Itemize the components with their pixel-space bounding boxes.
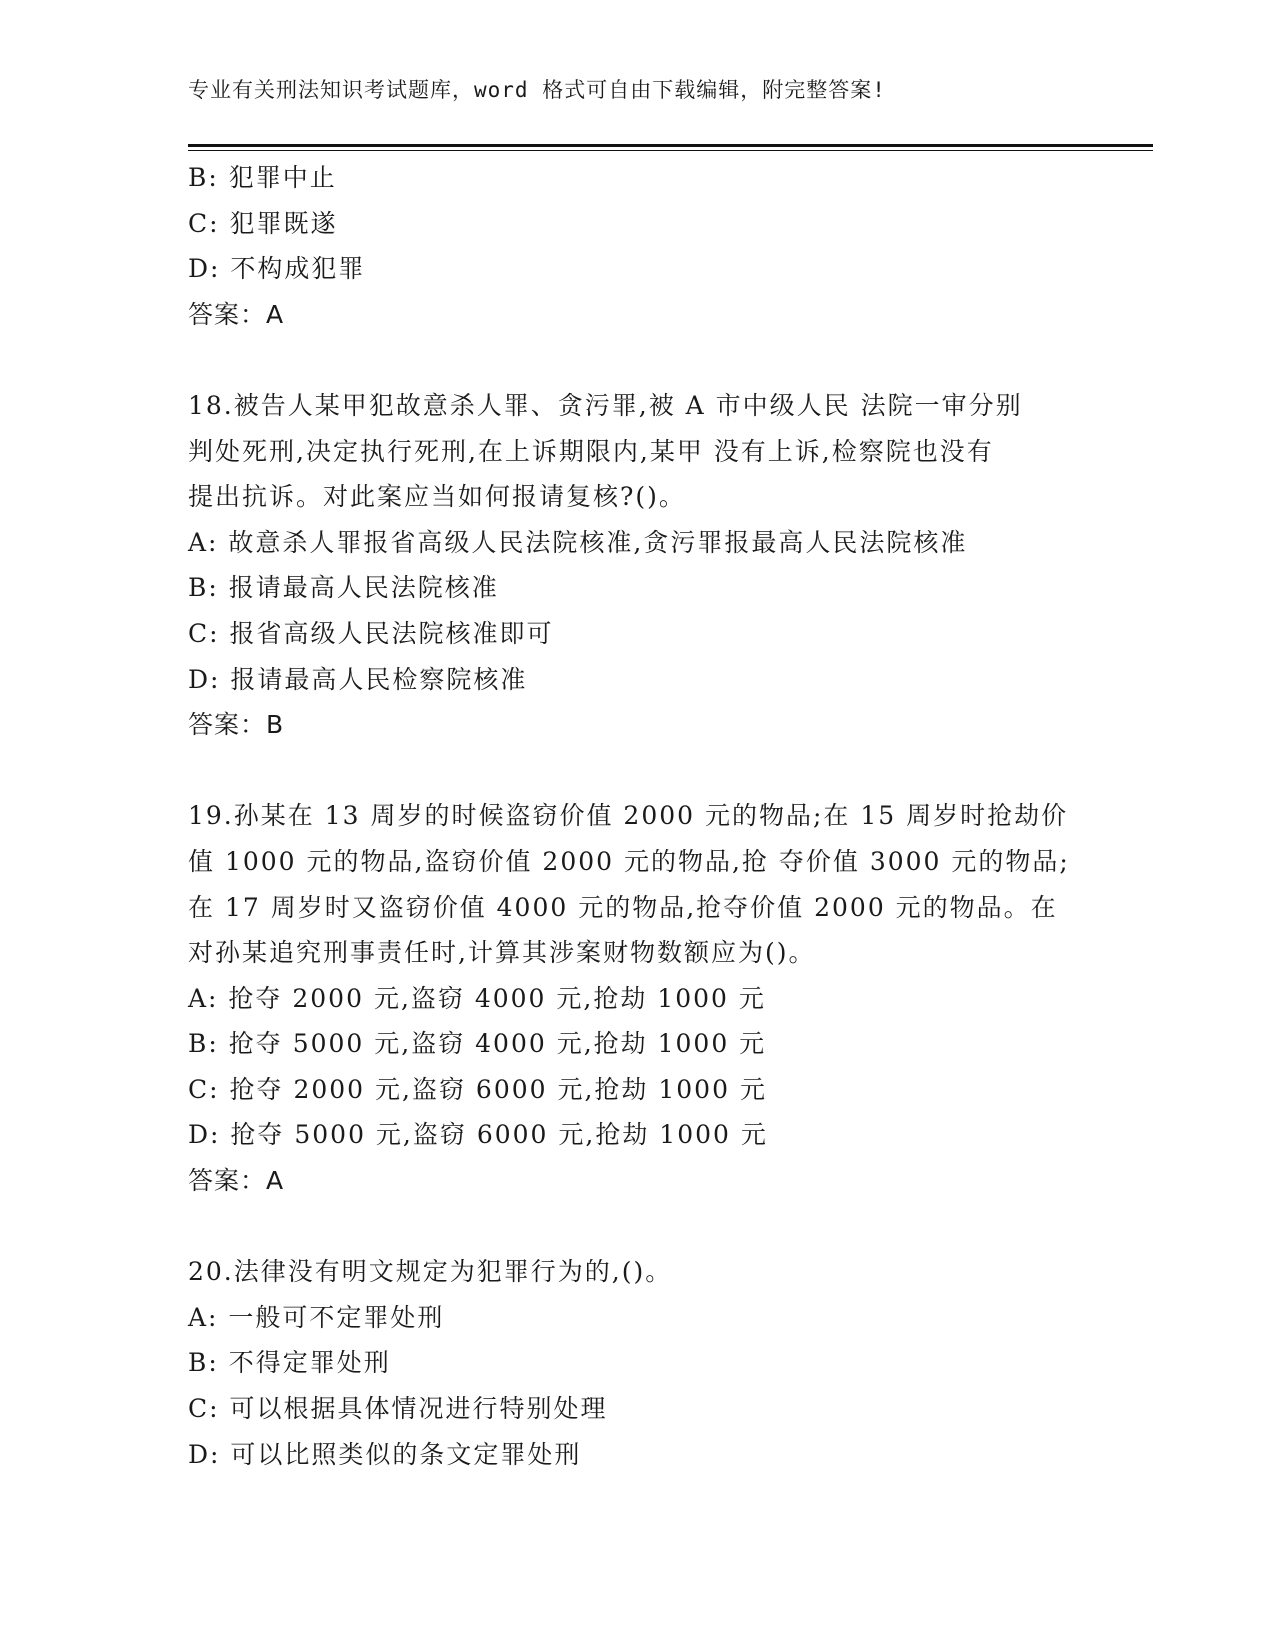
- option-a: A: 故意杀人罪报省高级人民法院核准,贪污罪报最高人民法院核准: [188, 527, 968, 557]
- option-b: B: 不得定罪处刑: [188, 1348, 391, 1378]
- spacer: [188, 337, 1108, 383]
- question-stem-line: 判处死刑,决定执行死刑,在上诉期限内,某甲 没有上诉,检察院也没有: [188, 436, 994, 466]
- option-a: A: 一般可不定罪处刑: [188, 1302, 445, 1332]
- question-17-continuation: [188, 155, 1108, 337]
- option-d: D: 抢夺 5000 元,盗窃 6000 元,抢劫 1000 元: [188, 1120, 768, 1150]
- answer: 答案：A: [188, 1166, 285, 1196]
- question-18: [188, 383, 1108, 748]
- question-20: [188, 1249, 1108, 1477]
- question-stem-line: 对孙某追究刑事责任时,计算其涉案财物数额应为()。: [188, 938, 816, 968]
- page-header: 专业有关刑法知识考试题库，word 格式可自由下载编辑，附完整答案!: [188, 78, 886, 102]
- option-c: C: 可以根据具体情况进行特别处理: [188, 1394, 608, 1424]
- question-stem-line: 18.被告人某甲犯故意杀人罪、贪污罪,被 A 市中级人民 法院一审分别: [188, 390, 1023, 420]
- option-d: D: 不构成犯罪: [188, 254, 366, 284]
- question-stem-line: 提出抗诉。对此案应当如何报请复核?()。: [188, 482, 686, 512]
- option-d: D: 可以比照类似的条文定罪处刑: [188, 1439, 582, 1469]
- option-c: C: 报省高级人民法院核准即可: [188, 618, 554, 648]
- question-19: [188, 793, 1108, 1203]
- option-c: C: 犯罪既遂: [188, 208, 338, 238]
- question-stem-line: 值 1000 元的物品,盗窃价值 2000 元的物品,抢 夺价值 3000 元的物品;: [188, 846, 1070, 876]
- question-stem-line: 19.孙某在 13 周岁的时候盗窃价值 2000 元的物品;在 15 周岁时抢劫价: [188, 801, 1069, 831]
- option-b: B: 抢夺 5000 元,盗窃 4000 元,抢劫 1000 元: [188, 1029, 767, 1059]
- spacer: [188, 748, 1108, 794]
- option-a: A: 抢夺 2000 元,盗窃 4000 元,抢劫 1000 元: [188, 983, 766, 1013]
- answer: 答案：A: [188, 299, 285, 329]
- question-stem-line: 在 17 周岁时又盗窃价值 4000 元的物品,抢夺价值 2000 元的物品。在: [188, 892, 1058, 922]
- answer: 答案：B: [188, 710, 285, 740]
- header-rule-thick: [188, 144, 1153, 147]
- question-stem-line: 20.法律没有明文规定为犯罪行为的,()。: [188, 1257, 673, 1287]
- option-d: D: 报请最高人民检察院核准: [188, 664, 528, 694]
- header-rule-thin: [188, 150, 1153, 151]
- spacer: [188, 1204, 1108, 1250]
- document-body: [188, 155, 1108, 1477]
- option-c: C: 抢夺 2000 元,盗窃 6000 元,抢劫 1000 元: [188, 1074, 767, 1104]
- option-b: B: 犯罪中止: [188, 163, 337, 192]
- option-b: B: 报请最高人民法院核准: [188, 573, 499, 603]
